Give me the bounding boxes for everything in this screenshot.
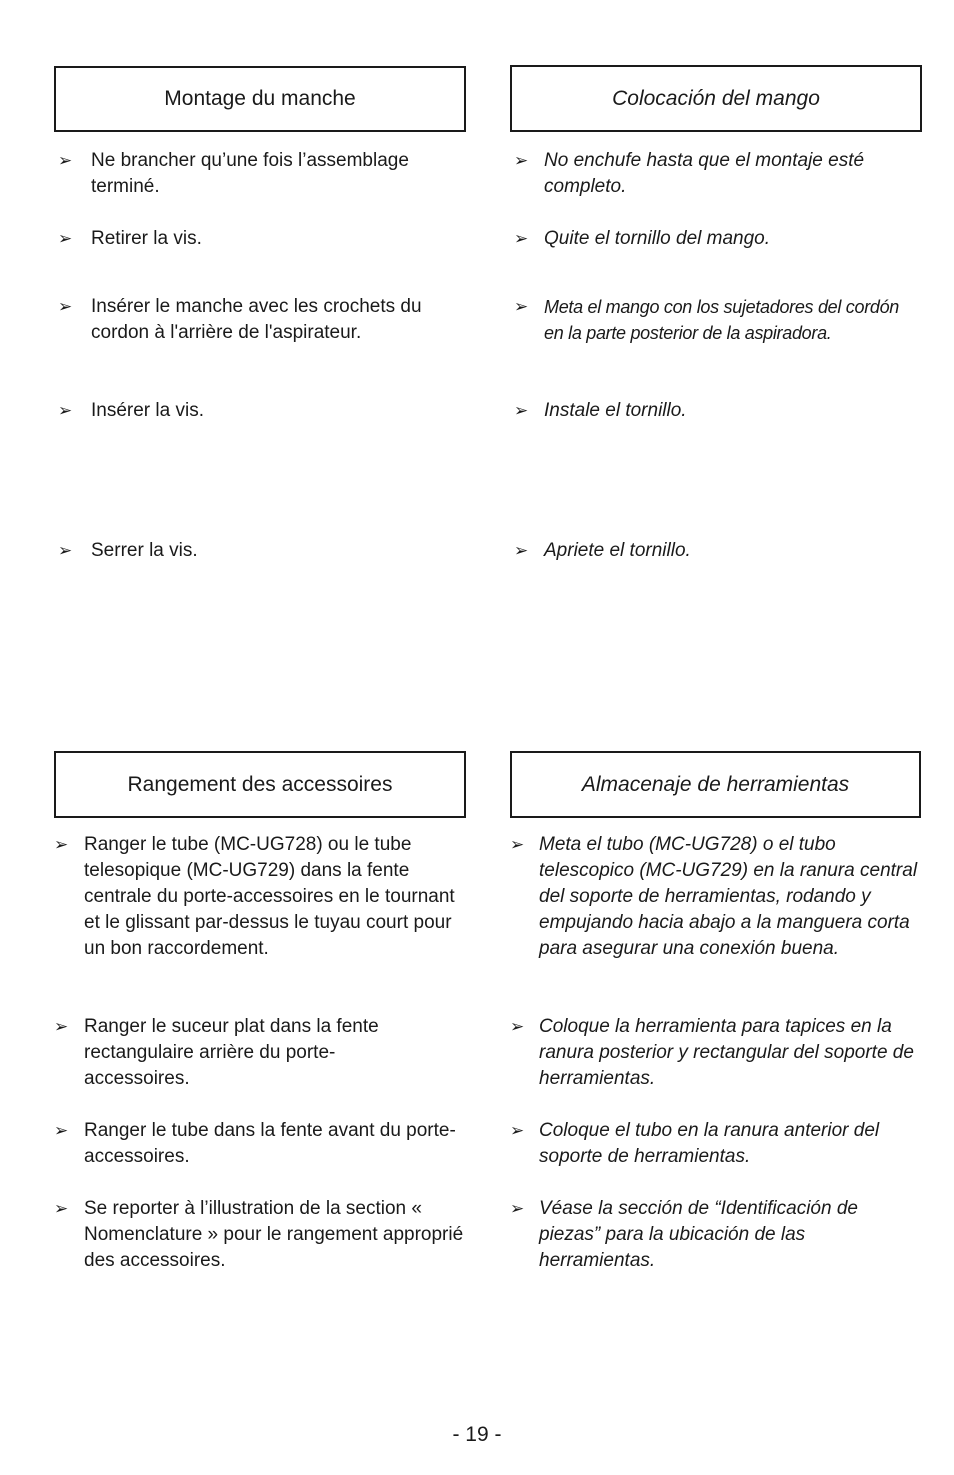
- bullet-icon: ➢: [514, 541, 529, 561]
- list-item: [58, 226, 466, 252]
- bullet-icon: ➢: [58, 151, 73, 171]
- list-item-text: Se reporter à l’illustration de la section « Nomenclature » pour le rangement approprié des accessoires.: [84, 1198, 464, 1271]
- list-item-text: Insérer le manche avec les crochets du cordon à l'arrière de l'aspirateur.: [91, 296, 422, 343]
- list-item-text: Meta el tubo (MC-UG728) o el tubo telescopico (MC-UG729) en la ranura central del soporte de herramientas, rodando y empujando hacia abajo a la manguera corta para asegurar una conexión buena.: [539, 834, 918, 959]
- list-item-text: Ranger le tube dans la fente avant du porte-accessoires.: [84, 1120, 456, 1167]
- list-item: [510, 1118, 922, 1170]
- list-item-text: Instale el tornillo.: [544, 400, 687, 421]
- bullet-icon: ➢: [58, 401, 73, 421]
- list-item-text: Ranger le tube (MC-UG728) ou le tube telesopique (MC-UG729) dans la fente centrale du porte-accessoires en le tournant et le glissant par-dessus le tuyau court pour un bon raccordement.: [84, 834, 455, 959]
- list-item-text: Insérer la vis.: [91, 400, 204, 421]
- storage-fr-title: Rangement des accessoires: [127, 772, 393, 796]
- list-item: [514, 226, 922, 252]
- list-item: [58, 398, 466, 424]
- storage-es-title: Almacenaje de herramientas: [581, 772, 850, 796]
- list-item-text: Quite el tornillo del mango.: [544, 228, 771, 249]
- list-item: [510, 1014, 922, 1092]
- bullet-icon: ➢: [58, 229, 73, 249]
- list-item-text: Meta el mango con los sujetadores del cordón en la parte posterior de la aspiradora.: [544, 297, 900, 343]
- list-item-text: Coloque la herramienta para tapices en la ranura posterior y rectangular del soporte de herramientas.: [539, 1016, 914, 1089]
- list-item: [514, 148, 922, 200]
- handle-es-heading: [510, 65, 922, 132]
- handle-fr-title: Montage du manche: [164, 87, 356, 110]
- list-item-text: Coloque el tubo en la ranura anterior del soporte de herramientas.: [539, 1120, 880, 1167]
- list-item-text: Véase la sección de “Identificación de piezas” para la ubicación de las herramientas.: [539, 1198, 858, 1271]
- list-item: [54, 1196, 466, 1274]
- bullet-icon: ➢: [514, 151, 529, 171]
- bullet-icon: ➢: [510, 1199, 525, 1219]
- storage-fr-heading: [54, 751, 466, 818]
- list-item: [514, 538, 922, 564]
- list-item: [58, 148, 466, 200]
- list-item: [54, 1118, 466, 1170]
- list-item: [58, 538, 466, 564]
- handle-fr-heading: [54, 66, 466, 132]
- list-item-text: Apriete el tornillo.: [544, 540, 691, 561]
- list-item-text: Serrer la vis.: [91, 540, 198, 561]
- bullet-icon: ➢: [54, 835, 69, 855]
- list-item-text: Retirer la vis.: [91, 228, 202, 249]
- bullet-icon: ➢: [510, 835, 525, 855]
- list-item-text: Ne brancher qu’une fois l’assemblage terminé.: [91, 150, 409, 197]
- bullet-icon: ➢: [514, 229, 529, 249]
- list-item: [54, 1014, 466, 1092]
- bullet-icon: ➢: [514, 401, 529, 421]
- list-item: [514, 398, 922, 424]
- bullet-icon: ➢: [58, 541, 73, 561]
- list-item-text: No enchufe hasta que el montaje esté completo.: [544, 150, 865, 197]
- bullet-icon: ➢: [510, 1017, 525, 1037]
- bullet-icon: ➢: [54, 1199, 69, 1219]
- list-item: [510, 1196, 922, 1274]
- storage-es-heading: [510, 751, 921, 818]
- bullet-icon: ➢: [54, 1017, 69, 1037]
- bullet-icon: ➢: [514, 297, 529, 317]
- bullet-icon: ➢: [54, 1121, 69, 1141]
- bullet-icon: ➢: [58, 297, 73, 317]
- page-number: - 19 -: [452, 1423, 502, 1446]
- list-item: [58, 294, 466, 346]
- list-item-text: Ranger le suceur plat dans la fente rectangulaire arrière du porte-accessoires.: [84, 1016, 379, 1089]
- bullet-icon: ➢: [510, 1121, 525, 1141]
- handle-es-title: Colocación del mango: [612, 86, 820, 110]
- list-item: [514, 294, 922, 346]
- list-item: [54, 832, 466, 962]
- list-item: [510, 832, 922, 962]
